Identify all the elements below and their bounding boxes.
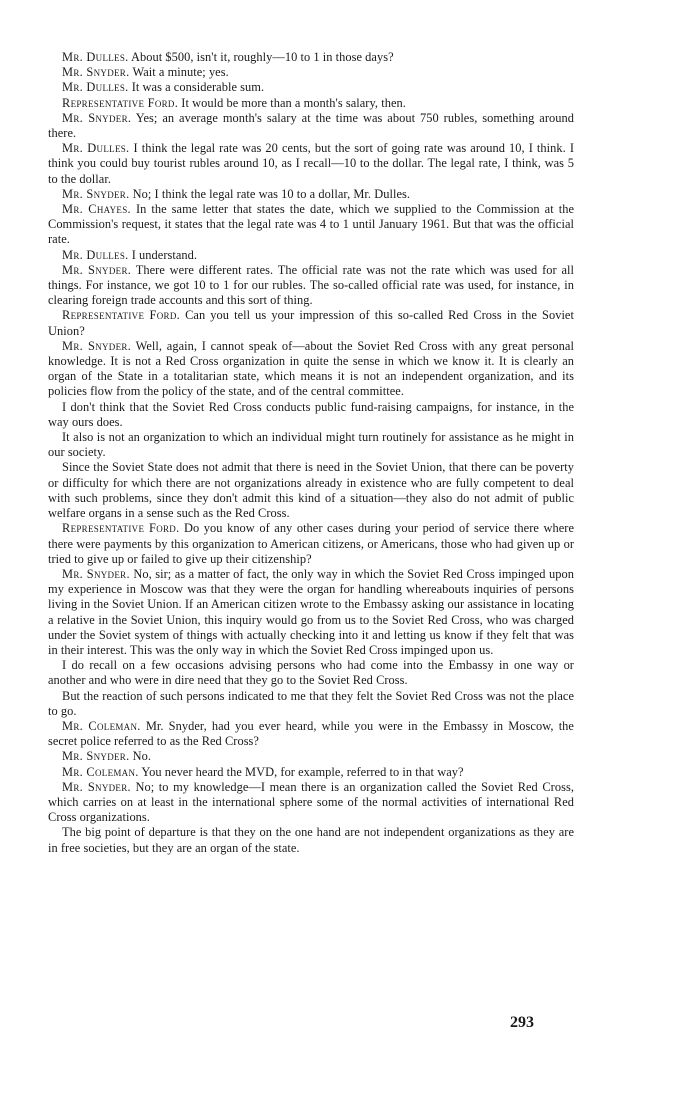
speaker-name: Mr. Coleman.	[62, 718, 141, 733]
paragraph	[48, 749, 574, 764]
paragraph-text: Mr. Snyder, had you ever heard, while you were in the Embassy in Moscow, the secret police referred to as the Red Cross?	[48, 718, 574, 749]
paragraph	[48, 263, 574, 309]
paragraph	[48, 765, 574, 780]
paragraph	[48, 658, 574, 688]
speaker-name: Mr. Snyder.	[62, 186, 130, 201]
paragraph-text: The big point of departure is that they on the one hand are not independent organizations as they are in free societies, but they are an organ of the state.	[48, 825, 574, 855]
paragraph	[48, 50, 574, 65]
paragraph-text: About $500, isn't it, roughly—10 to 1 in those days?	[131, 50, 394, 64]
paragraph	[48, 80, 574, 95]
paragraph-text: Can you tell us your impression of this so-called Red Cross in the Soviet Union?	[48, 308, 574, 338]
speaker-name: Mr. Dulles.	[62, 141, 130, 156]
paragraph	[48, 187, 574, 202]
paragraph-text: It was a considerable sum.	[131, 80, 265, 95]
paragraph	[48, 567, 574, 658]
paragraph-text: It would be more than a month's salary, then.	[181, 95, 406, 110]
paragraph	[48, 400, 574, 430]
paragraph	[48, 430, 574, 460]
speaker-name: Mr. Snyder.	[62, 338, 132, 353]
paragraph	[48, 96, 574, 111]
paragraph	[48, 111, 574, 141]
speaker-name: Mr. Snyder.	[62, 65, 130, 80]
paragraph	[48, 65, 574, 80]
paragraph	[48, 521, 574, 567]
paragraph-text: There were different rates. The official rate was not the rate which was used for all things. For instance, we got 10 to 1 for our rubles. The so-called official rate was used, for instance, in clearing foreign trade accounts and this sort of thing.	[48, 262, 574, 308]
paragraph-text: But the reaction of such persons indicated to me that they felt the Soviet Red Cross was not the place to go.	[48, 688, 574, 718]
speaker-name: Mr. Chayes.	[62, 202, 131, 217]
paragraph-text: Yes; an average month's salary at the time was about 750 rubles, something around there.	[48, 110, 574, 141]
paragraph-text: I don't think that the Soviet Red Cross conducts public fund-raising campaigns, for instance, in the way ours does.	[48, 399, 574, 429]
speaker-name: Mr. Snyder.	[62, 566, 130, 581]
paragraph-text: No.	[132, 749, 152, 764]
speaker-name: Mr. Dulles.	[62, 247, 129, 262]
paragraph-text: I do recall on a few occasions advising persons who had come into the Embassy in one way or another and who were in dire need that they go to the Soviet Red Cross.	[48, 658, 574, 688]
paragraph-text: In the same letter that states the date, which we supplied to the Commission at the Commission's request, it states that the legal rate was 4 to 1 until January 1961. But that was the official rate.	[48, 202, 574, 247]
document-page	[48, 50, 574, 856]
speaker-name: Mr. Dulles.	[62, 80, 129, 95]
paragraph-text: No, sir; as a matter of fact, the only way in which the Soviet Red Cross impinged upon my experience in Moscow was that they were the organ for handling whereabouts inquiries of persons living in the Soviet Union. If an American citizen wrote to the Embassy asking our assistance in locating a relative in the Soviet Union, this inquiry would go from us to the Soviet Red Cross, who was charged under the Soviet system of things with actually checking into it and letting us know if they felt that was in their interest. This was the only way in which the Soviet Red Cross impinged upon us.	[48, 566, 574, 657]
paragraph-text: Since the Soviet State does not admit that there is need in the Soviet Union, that there can be poverty or difficulty for which there are not organizations already in existence who are fully competent to deal with such problems, since they don't admit this kind of a situation—they also do not admit of public welfare organs in a sense such as the Red Cross.	[48, 460, 574, 521]
paragraph	[48, 689, 574, 719]
paragraph	[48, 141, 574, 187]
paragraph-text: Do you know of any other cases during your period of service there where there were payments by this organization to American citizens, or Americans, those who had given up or tried to give up or failed to give up their citizenship?	[48, 521, 574, 566]
paragraph	[48, 780, 574, 826]
paragraph-text: No; to my knowledge—I mean there is an organization called the Soviet Red Cross, which carries on at least in the international sphere some of the normal activities of international Red Cross organizations.	[48, 779, 574, 825]
paragraph	[48, 248, 574, 263]
paragraph-text: You never heard the MVD, for example, referred to in that way?	[141, 764, 464, 779]
paragraph	[48, 308, 574, 338]
paragraph-text: Well, again, I cannot speak of—about the Soviet Red Cross with any great personal knowledge. It is not a Red Cross organization in quite the sense in which we know it. It is clearly an organ of the State in a totalitarian state, which means it is not an independent organization, and its policies flow from the policy of the state, and of the central committee.	[48, 338, 574, 399]
speaker-name: Mr. Dulles.	[62, 50, 129, 64]
speaker-name: Mr. Snyder.	[62, 779, 131, 794]
page-number: 293	[510, 1014, 534, 1031]
speaker-name: Representative Ford.	[62, 308, 181, 323]
paragraph-text: No; I think the legal rate was 10 to a dollar, Mr. Dulles.	[132, 186, 411, 201]
paragraph	[48, 719, 574, 749]
paragraph-text: Wait a minute; yes.	[132, 65, 229, 80]
paragraph	[48, 202, 574, 248]
paragraph	[48, 460, 574, 521]
speaker-name: Mr. Snyder.	[62, 262, 132, 277]
paragraph	[48, 339, 574, 400]
speaker-name: Mr. Snyder.	[62, 110, 132, 125]
paragraph-text: I understand.	[131, 247, 198, 262]
paragraph-text: I think the legal rate was 20 cents, but the sort of going rate was around 10, I think. I think you could buy tourist rubles around 10, as I recall—10 to the dollar. The legal rate, I think, was 5 to the dollar.	[48, 141, 574, 186]
paragraph-text: It also is not an organization to which an individual might turn routinely for assistance as he might in our society.	[48, 430, 574, 460]
speaker-name: Representative Ford.	[62, 95, 179, 110]
speaker-name: Mr. Snyder.	[62, 749, 130, 764]
speaker-name: Representative Ford.	[62, 521, 180, 536]
paragraph	[48, 825, 574, 855]
speaker-name: Mr. Coleman.	[62, 764, 139, 779]
